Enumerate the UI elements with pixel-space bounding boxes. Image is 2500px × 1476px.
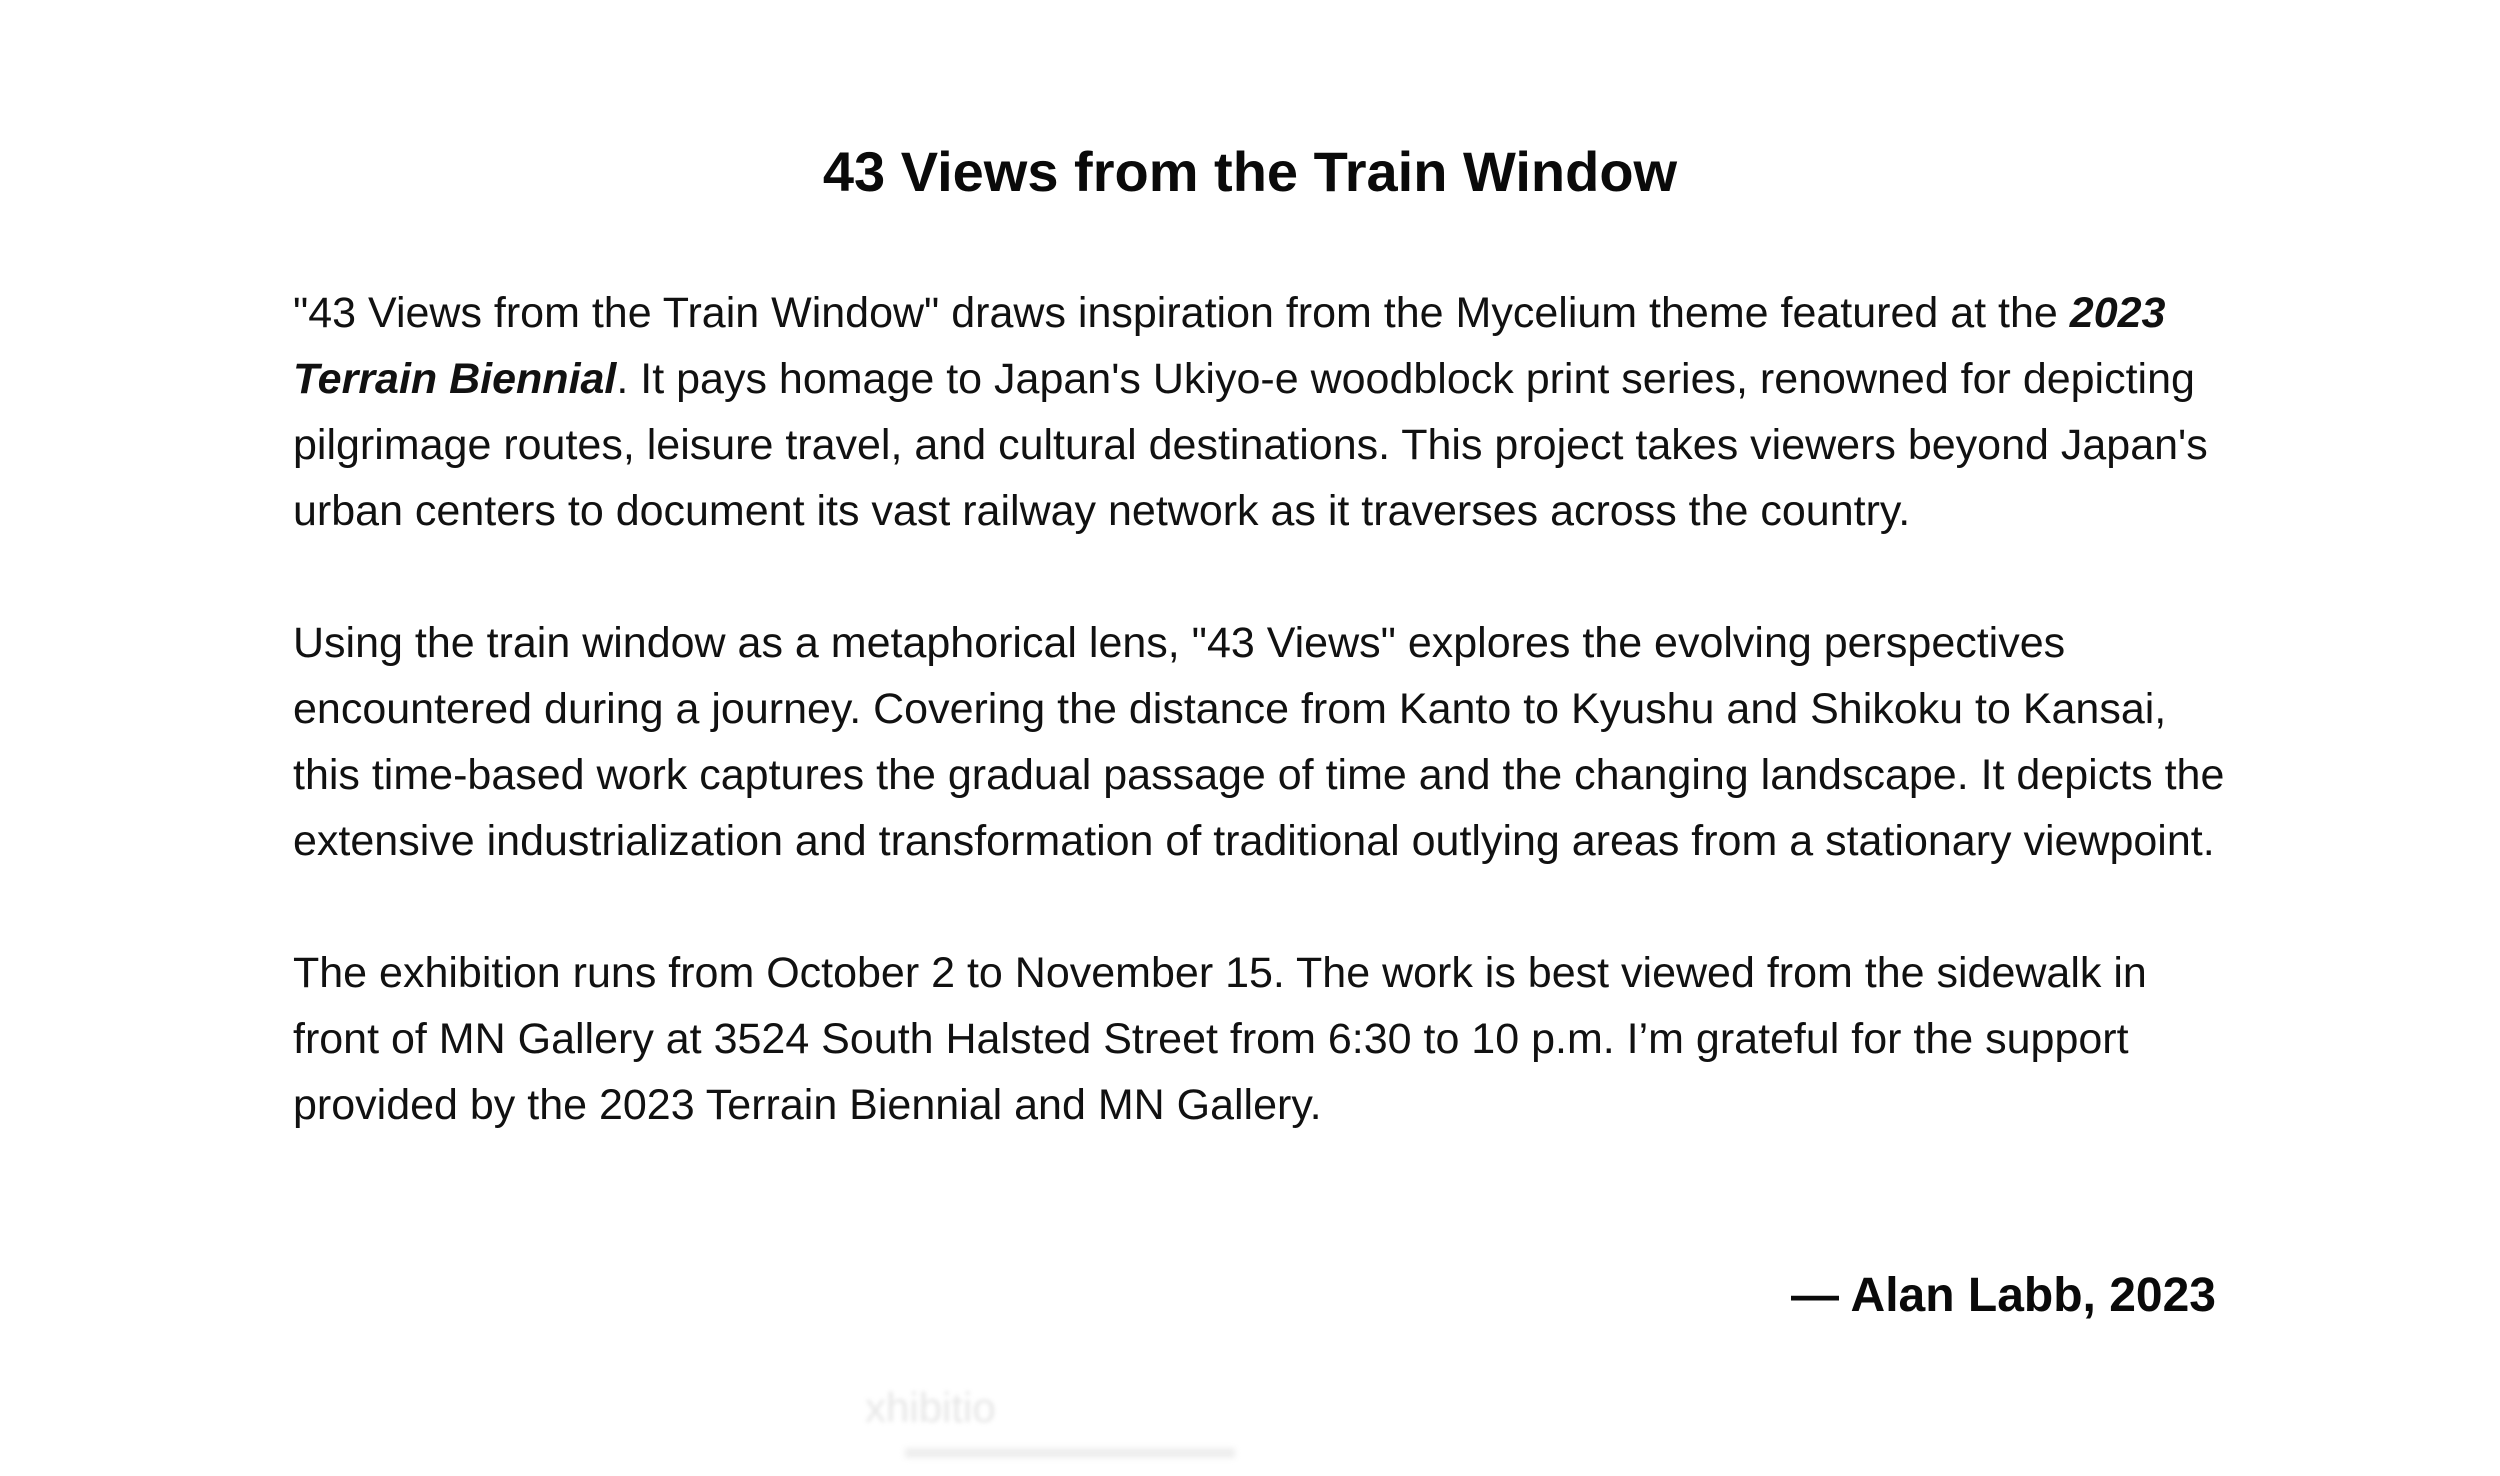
faded-underline xyxy=(905,1448,1235,1458)
article-body xyxy=(293,280,2228,1138)
paragraph-intro xyxy=(293,280,2228,544)
paragraph-concept: Using the train window as a metaphorical lens, "43 Views" explores the evolving perspectives encountered during a journey. Covering the distance from Kanto to Kyushu and Shikoku to Kansai, this time-based work captures the gradual passage of time and the changing landscape. It depicts the extensive industrialization and transformation of traditional outlying areas from a stationary viewpoint. xyxy=(293,619,2225,865)
paragraph-exhibition-info: The exhibition runs from October 2 to November 15. The work is best viewed from the sidewalk in front of MN Gallery at 3524 South Halsted Street from 6:30 to 10 p.m. I’m grateful for the support provided by the 2023 Terrain Biennial and MN Gallery. xyxy=(293,949,2147,1129)
intro-lead-text: "43 Views from the Train Window" draws inspiration from the Mycelium theme featured at the xyxy=(293,289,2070,337)
author-signature: — Alan Labb, 2023 xyxy=(1790,1269,2216,1322)
faded-caption: xhibitio xyxy=(865,1384,996,1431)
intro-rest-text: . It pays homage to Japan's Ukiyo-e woodblock print series, renowned for depicting pilgrimage routes, leisure travel, and cultural destinations. This project takes viewers beyond Japan's urban centers to document its vast railway network as it traverses across the country. xyxy=(293,355,2208,535)
page-title: 43 Views from the Train Window xyxy=(822,140,1678,203)
biennial-emphasis: 2023 Terrain Biennial xyxy=(293,289,2166,403)
